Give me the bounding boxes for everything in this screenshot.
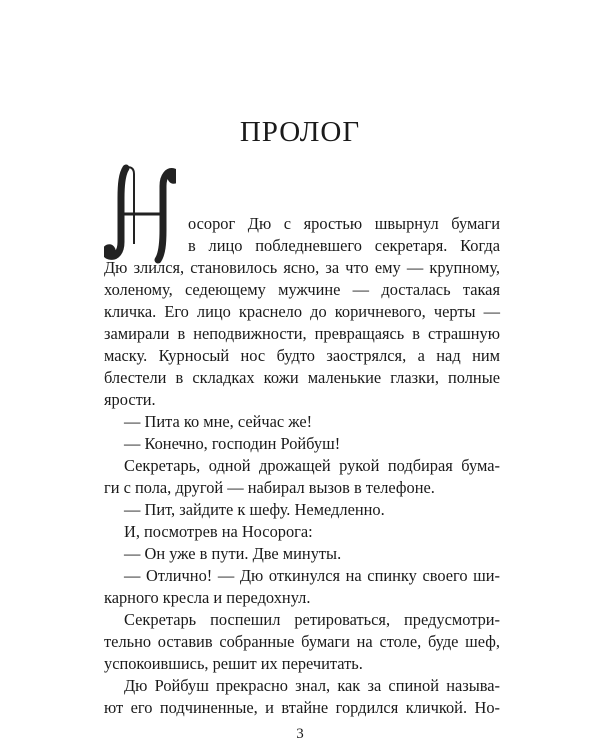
text-line: в лицо побледневшего секретаря. Когда — [188, 236, 500, 255]
chapter-title: ПРОЛОГ — [239, 116, 361, 148]
paragraph-first-line: Секретарь поспешил ретироваться, предусмотри- — [124, 610, 500, 629]
dropcap-letter — [104, 164, 176, 264]
dialogue-line: — Отлично! — Дю откинулся на спинку своего ши- — [124, 566, 500, 585]
text-line: холеному, седеющему мужчине — досталась такая — [104, 280, 500, 299]
text-line: ярости. — [104, 390, 156, 409]
text-line: блестели в складках кожи маленькие глазки, полные — [104, 368, 500, 387]
text-line: замирали в неподвижности, превращаясь в страшную — [104, 324, 500, 343]
text-line: осорог Дю с яростью швырнул бумаги — [188, 214, 500, 233]
text-line: ги с пола, другой — набирал вызов в телефоне. — [104, 478, 435, 497]
text-line: кличка. Его лицо краснело до коричневого, черты — — [104, 302, 500, 321]
text-line: маску. Курносый нос будто заострялся, а над ним — [104, 346, 500, 365]
dialogue-line: — Пита ко мне, сейчас же! — [124, 412, 313, 431]
paragraph-first-line: Секретарь, одной дрожащей рукой подбирая бума- — [124, 456, 500, 475]
text-line: тельно оставив собранные бумаги на столе, буде шеф, — [104, 632, 500, 651]
dialogue-line: — Пит, зайдите к шефу. Немедленно. — [124, 500, 385, 519]
text-line: ют его подчиненные, и втайне гордился кличкой. Но- — [104, 698, 500, 717]
paragraph-first-line: Дю Ройбуш прекрасно знал, как за спиной называ- — [124, 676, 500, 695]
text-line: успокоившись, решит их перечитать. — [104, 654, 363, 673]
dialogue-line: — Конечно, господин Ройбуш! — [124, 434, 341, 453]
text-line: карного кресла и передохнул. — [104, 588, 311, 607]
paragraph-first-line: И, посмотрев на Носорога: — [124, 522, 313, 541]
dialogue-line: — Он уже в пути. Две минуты. — [124, 544, 342, 563]
dropcap-glyph — [104, 164, 176, 264]
text-line: Дю злился, становилось ясно, за что ему — крупному, — [104, 258, 500, 277]
page-number: 3 — [296, 726, 304, 742]
